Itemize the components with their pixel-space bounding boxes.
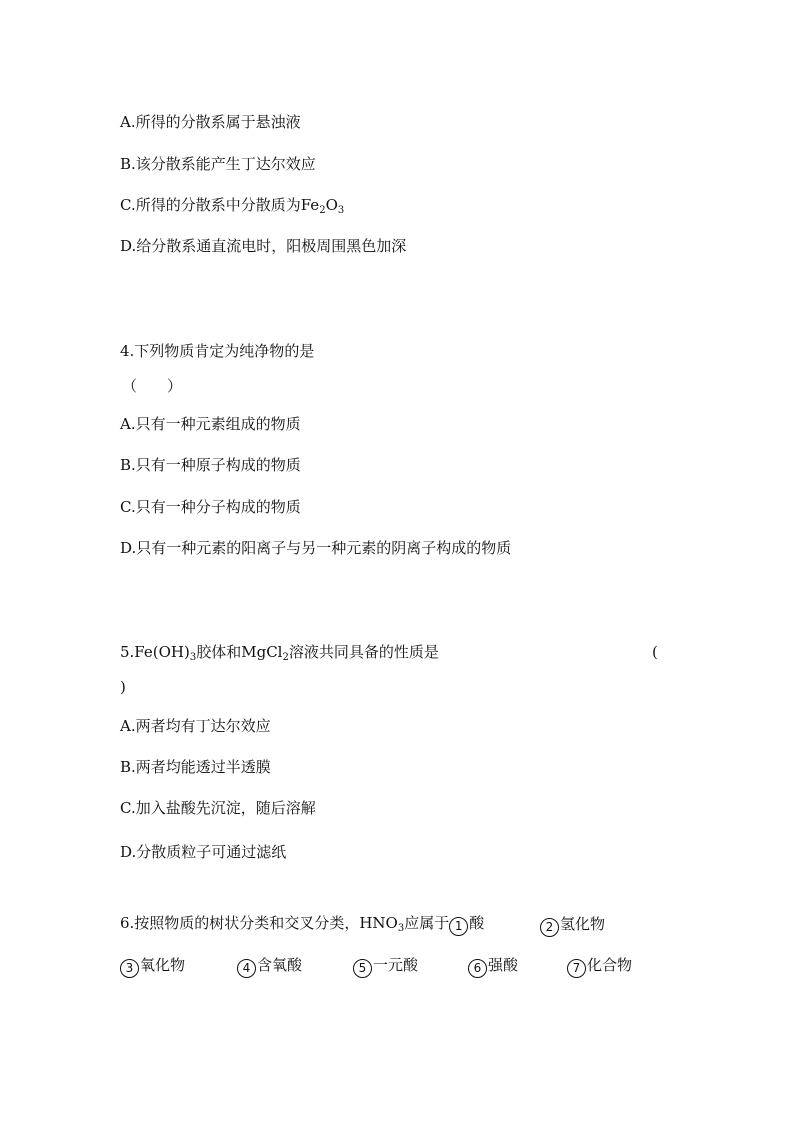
q5-stem-part-b: 胶体和MgCl: [196, 643, 283, 661]
q6-choice-label: 一元酸: [373, 956, 419, 974]
q6-choice-number: 7: [567, 959, 586, 978]
q3-option-b: B.该分散系能产生丁达尔效应: [120, 155, 316, 173]
q3-option-c-subscript-1: 2: [319, 205, 326, 216]
q3-option-c-oxygen: O: [325, 196, 338, 214]
q6-stem-part-b: 应属于: [404, 914, 450, 932]
q4-answer-paren: （ ）: [122, 377, 183, 395]
q5-option-c: C.加入盐酸先沉淀，随后溶解: [120, 799, 316, 817]
q5-option-a: A.两者均有丁达尔效应: [120, 717, 271, 735]
q6-choice: [567, 954, 632, 978]
q6-choice: [120, 954, 185, 978]
q4-stem: 4.下列物质肯定为纯净物的是: [120, 342, 315, 360]
q5-option-d: D.分散质粒子可通过滤纸: [120, 843, 287, 861]
q6-choice-label: 氢化物: [560, 915, 606, 933]
q3-option-d: D.给分散系通直流电时，阳极周围黑色加深: [120, 237, 407, 255]
q6-choice-label: 氧化物: [140, 956, 186, 974]
q6-choice-number: 6: [468, 959, 487, 978]
q6-choice-number: 2: [540, 918, 559, 937]
q6-choice: [353, 954, 418, 978]
q5-stem-subscript-1: 3: [189, 652, 197, 663]
q6-choice-number: 1: [449, 917, 468, 936]
q6-choice-label: 酸: [469, 914, 485, 932]
q5-stem-subscript-2: 2: [282, 652, 289, 663]
q5-option-b: B.两者均能透过半透膜: [120, 758, 271, 776]
q4-option-b: B.只有一种原子构成的物质: [120, 456, 301, 474]
q5-stem: [120, 642, 439, 668]
q6-choice-label: 强酸: [488, 956, 519, 974]
q6-choice: [237, 954, 302, 978]
q4-option-c: C.只有一种分子构成的物质: [120, 498, 301, 516]
q6-stem-part-a: 6.按照物质的树状分类和交叉分类，HNO: [120, 914, 398, 932]
q4-option-d: D.只有一种元素的阳离子与另一种元素的阴离子构成的物质: [120, 539, 512, 557]
q5-stem-part-a: 5.Fe(OH): [120, 643, 190, 661]
q6-choice: [540, 913, 605, 937]
q6-stem: [120, 913, 484, 939]
q3-option-c-subscript-2: 3: [337, 205, 345, 216]
q6-choice-number: 5: [353, 959, 372, 978]
q6-choice-label: 化合物: [587, 956, 633, 974]
q3-option-c: [120, 195, 344, 221]
q6-choice-number: 4: [237, 959, 256, 978]
q5-paren-close: ): [120, 678, 126, 696]
q6-choice-label: 含氧酸: [257, 956, 303, 974]
q5-paren-open: (: [652, 643, 658, 661]
q6-choice-number: 3: [120, 959, 139, 978]
q6-stem-subscript: 3: [397, 923, 405, 934]
q3-option-c-text: C.所得的分散系中分散质为Fe: [120, 196, 320, 214]
q4-option-a: A.只有一种元素组成的物质: [120, 415, 301, 433]
q6-choice: [468, 954, 518, 978]
q5-stem-part-c: 溶液共同具备的性质是: [288, 643, 439, 661]
q3-option-a: A.所得的分散系属于悬浊液: [120, 113, 301, 131]
